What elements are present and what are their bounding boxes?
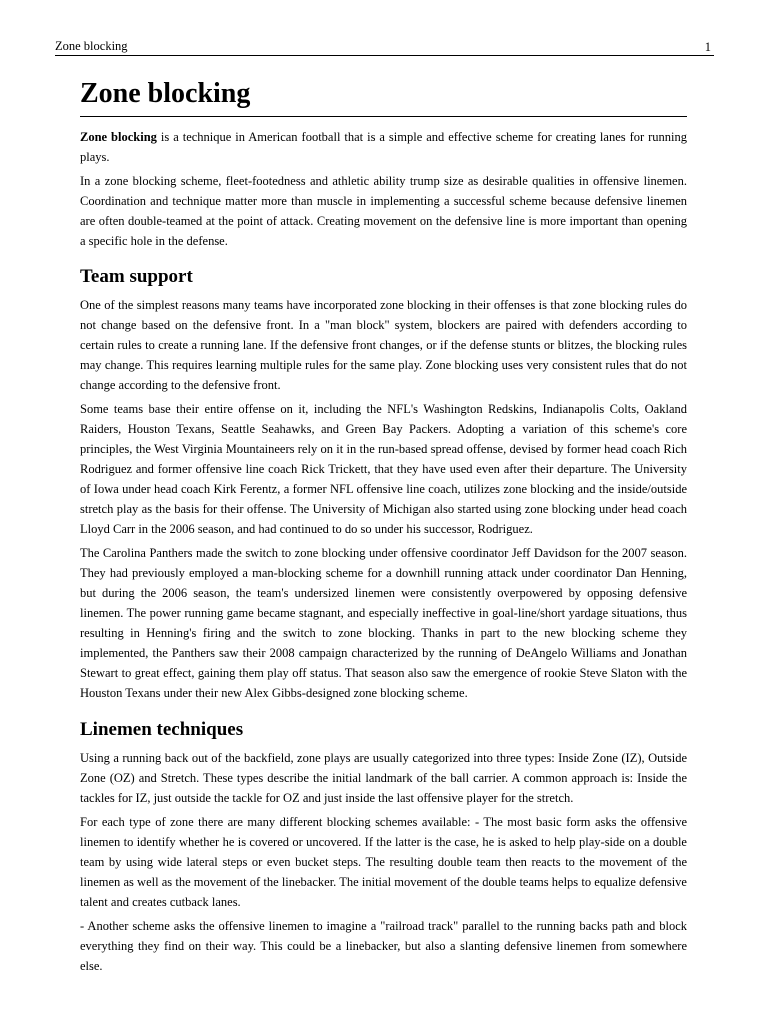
- article-body: [80, 76, 687, 976]
- team-support-paragraph-1: One of the simplest reasons many teams have incorporated zone blocking in their offenses is that zone blocking rules do not change based on the defensive front. In a "man block" system, blockers are paired with defenders according to certain rules to create a running lane. If the defensive front changes, or if the defense stunts or blitzes, the blocking rules may change. This requires learning multiple rules for the same play. Zone blocking uses very consistent rules that do not change according to the defensive front.: [80, 298, 687, 392]
- linemen-techniques-paragraph-1: Using a running back out of the backfield, zone plays are usually categorized into three types: Inside Zone (IZ), Outside Zone (OZ) and Stretch. These types describe the initial landmark of the ball carrier. A common approach is: Inside the tackles for IZ, just outside the tackle for OZ and just inside the last offensive player for the stretch.: [80, 751, 687, 805]
- linemen-techniques-paragraph-3: - Another scheme asks the offensive linemen to imagine a "railroad track" parallel to the running backs path and block everything they find on their way. This could be a linebacker, but also a slanting defensive linemen from somewhere else.: [80, 919, 687, 973]
- intro-paragraph-2: In a zone blocking scheme, fleet-footedness and athletic ability trump size as desirable qualities in offensive linemen. Coordination and technique matter more than muscle in implementing a successful scheme because defensive linemen are often double-teamed at the point of attack. Creating movement on the defensive line is more important than opening a specific hole in the defense.: [80, 174, 687, 248]
- team-support-paragraph-3: The Carolina Panthers made the switch to zone blocking under offensive coordinator Jeff Davidson for the 2007 season. They had previously employed a man-blocking scheme for a downhill running attack under coordinator Dan Henning, but during the 2006 season, the team's undersized linemen were consistently overpowered by opposing defensive linemen. The power running game became stagnant, and especially ineffective in goal-line/short yardage situations, thus resulting in Henning's firing and the switch to zone blocking. Thanks in part to the new blocking scheme they implemented, the Panthers saw their 2008 campaign characterized by the running of DeAngelo Williams and Jonathan Stewart to great effect, gaining them play off status. That season also saw the emergence of rookie Steve Slaton with the Houston Texans under their new Alex Gibbs-designed zone blocking scheme.: [80, 546, 687, 700]
- running-header: [55, 38, 714, 56]
- section-heading-linemen-techniques: Linemen techniques: [80, 719, 244, 740]
- linemen-techniques-paragraph-2: For each type of zone there are many different blocking schemes available: - The most basic form asks the offensive linemen to identify whether he is covered or uncovered. If the latter is the case, he is asked to help play-side on a double team by using wide lateral steps or even bucket steps. The resulting double team then reacts to the movement of the linemen as well as the movement of the linebacker. The initial movement of the double teams helps to equalize defensive talent and creates cutback lanes.: [80, 815, 687, 909]
- section-heading-team-support: Team support: [80, 266, 193, 287]
- intro-text: is a technique in American football that is a simple and effective scheme for creating lanes for running plays.: [80, 130, 688, 164]
- page-title: Zone blocking: [80, 76, 687, 117]
- page-number: 1: [704, 40, 711, 54]
- team-support-paragraph-2: Some teams base their entire offense on it, including the NFL's Washington Redskins, Indianapolis Colts, Oakland Raiders, Houston Texans, Seattle Seahawks, and Green Bay Packers. Adopting a variation of this scheme's core principles, the West Virginia Mountaineers rely on it in the run-based spread offense, devised by former head coach Rich Rodriguez and former offensive line coach Rick Trickett, that they have used even after their departure. The University of Iowa under head coach Kirk Ferentz, a former NFL offensive line coach, utilizes zone blocking and the inside/outside stretch play as the basis for their offense. The University of Michigan also started using zone blocking under head coach Lloyd Carr in the 2006 season, and had continued to do so under his successor, Rodriguez.: [80, 402, 687, 536]
- intro-bold-term: Zone blocking: [80, 130, 157, 144]
- intro-paragraph: [80, 127, 687, 167]
- running-header-title: Zone blocking: [55, 39, 128, 53]
